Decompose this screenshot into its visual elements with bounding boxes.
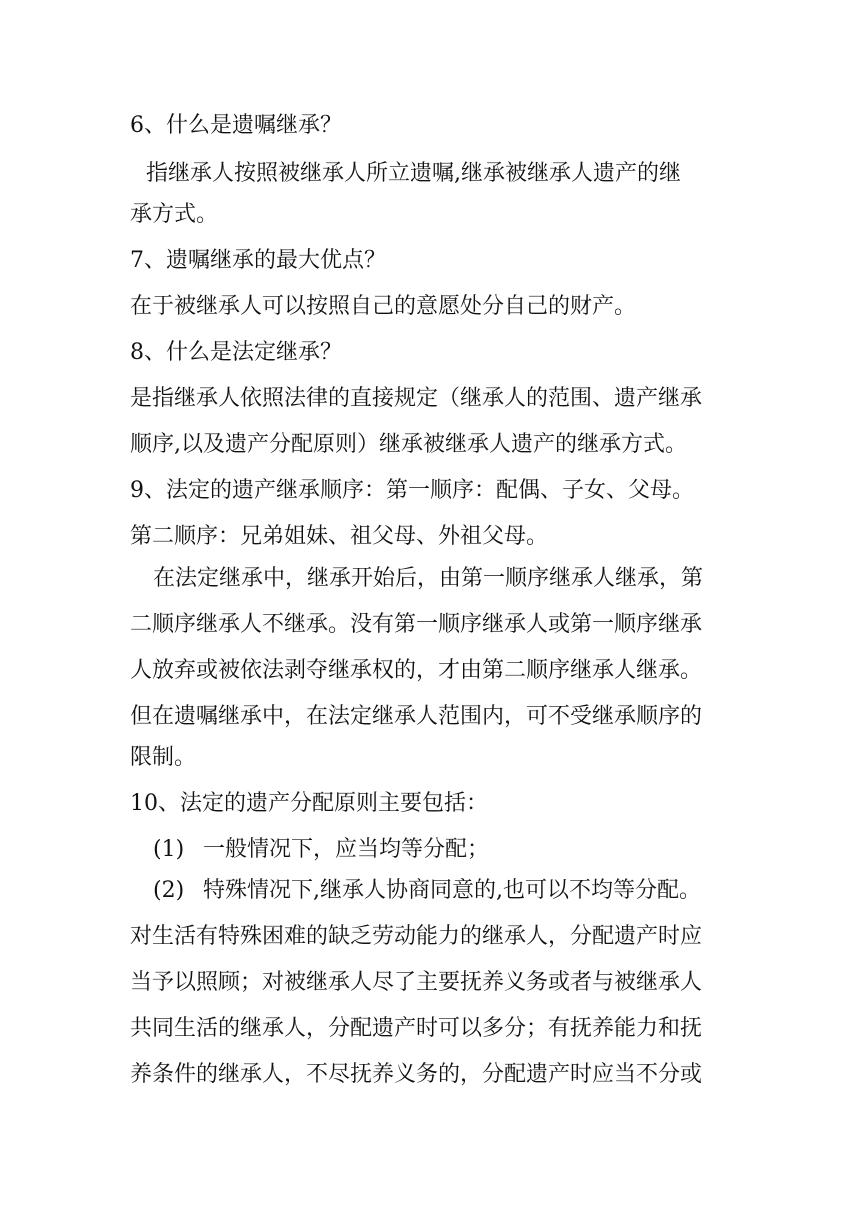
- answer-8-line-2: 顺序,以及遗产分配原则）继承被继承人遗产的继承方式。: [130, 432, 687, 457]
- paragraph-line-2: 二顺序继承人不继承。没有第一顺序继承人或第一顺序继承: [130, 612, 703, 637]
- paragraph-line-7: 当予以照顾；对被继承人尽了主要抚养义务或者与被继承人: [130, 970, 703, 995]
- question-6-heading: 6、什么是遗嘱继承？: [130, 113, 342, 138]
- paragraph-line-4: 但在遗嘱继承中，在法定继承人范围内，可不受继承顺序的: [130, 704, 703, 729]
- question-10-heading: 10、法定的遗产分配原则主要包括：: [130, 791, 488, 816]
- answer-6-line-1: 指继承人按照被继承人所立遗嘱,继承被继承人遗产的继: [146, 161, 681, 186]
- paragraph-line-1: 在法定继承中，继承开始后，由第一顺序继承人继承，第: [153, 566, 704, 591]
- question-9-heading: 9、法定的遗产继承顺序：第一顺序：配偶、子女、父母。: [130, 478, 694, 503]
- paragraph-line-9: 养条件的继承人，不尽抚养义务的，分配遗产时应当不分或: [130, 1062, 703, 1087]
- paragraph-line-8: 共同生活的继承人，分配遗产时可以多分；有抚养能力和抚: [130, 1016, 703, 1041]
- answer-6-line-2: 承方式。: [130, 202, 219, 227]
- list-item-number: (1): [153, 837, 185, 862]
- list-item-text: 特殊情况下,继承人协商同意的,也可以不均等分配。: [203, 878, 701, 903]
- paragraph-line-3: 人放弃或被依法剥夺继承权的，才由第二顺序继承人继承。: [130, 658, 703, 683]
- question-8-heading: 8、什么是法定继承？: [130, 340, 342, 365]
- list-item: [153, 830, 763, 870]
- answer-7-line-1: 在于被继承人可以按照自己的意愿处分自己的财产。: [130, 294, 637, 319]
- paragraph-line-5: 限制。: [130, 745, 197, 770]
- list-item: [153, 871, 763, 911]
- question-7-heading: 7、遗嘱继承的最大优点？: [130, 248, 386, 273]
- list-item-number: (2): [153, 878, 185, 903]
- answer-9-line-1: 第二顺序：兄弟姐妹、祖父母、外祖父母。: [130, 524, 549, 549]
- answer-8-line-1: 是指继承人依照法律的直接规定（继承人的范围、遗产继承: [130, 386, 703, 411]
- paragraph-line-6: 对生活有特殊困难的缺乏劳动能力的继承人，分配遗产时应: [130, 924, 703, 949]
- list-item-text: 一般情况下，应当均等分配；: [203, 837, 490, 862]
